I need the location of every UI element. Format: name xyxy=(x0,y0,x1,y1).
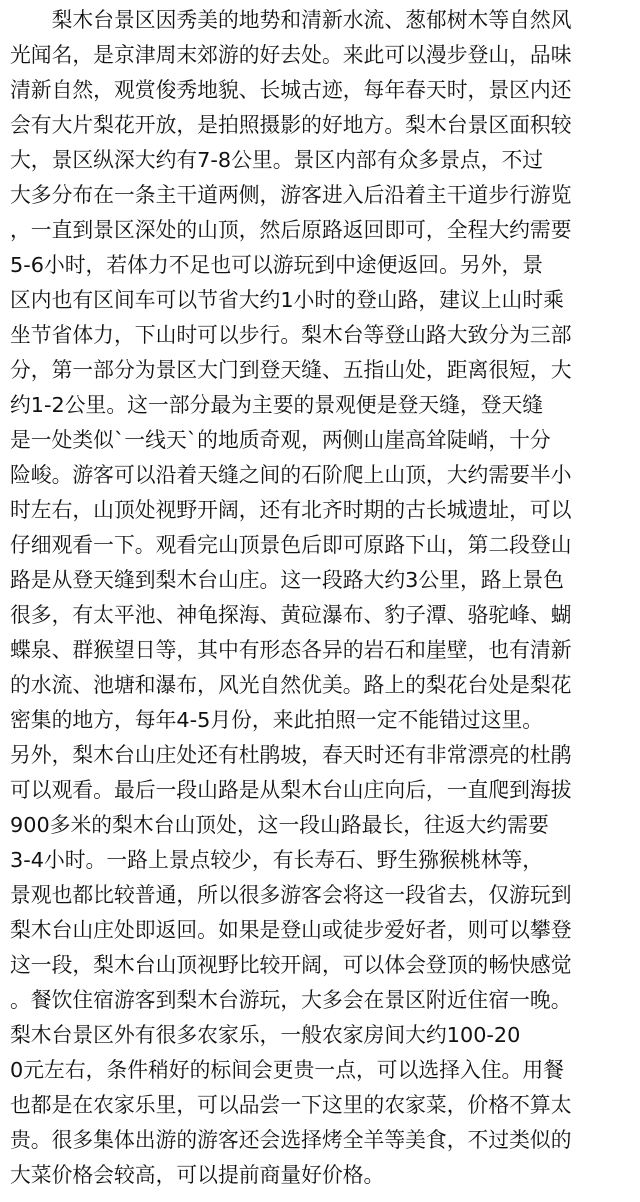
text-line: 梨木台景区因秀美的地势和清新水流、葱郁树木等自然风 xyxy=(10,8,572,32)
text-line: 蝶泉、群猴望日等，其中有形态各异的岩石和崖壁，也有清新 xyxy=(10,638,572,662)
text-line: 清新自然，观赏俊秀地貌、长城古迹，每年春天时，景区内还 xyxy=(10,78,572,102)
text-line: 3-4小时。一路上景点较少，有长寿石、野生猕猴桃林等， xyxy=(10,848,544,872)
text-line: 贵。很多集体出游的游客还会选择烤全羊等美食，不过类似的 xyxy=(10,1128,572,1152)
text-line: ，一直到景区深处的山顶，然后原路返回即可，全程大约需要 xyxy=(10,218,572,242)
text-line: 0元左右，条件稍好的标间会更贵一点，可以选择入住。用餐 xyxy=(10,1058,564,1082)
text-line: 大，景区纵深大约有7-8公里。景区内部有众多景点，不过 xyxy=(10,148,544,172)
text-line: 光闻名，是京津周末郊游的好去处。来此可以漫步登山，品味 xyxy=(10,43,572,67)
text-line: 险峻。游客可以沿着天缝之间的石阶爬上山顶，大约需要半小 xyxy=(10,463,572,487)
text-line: 。餐饮住宿游客到梨木台游玩，大多会在景区附近住宿一晚。 xyxy=(10,988,572,1012)
text-line: 密集的地方，每年4-5月份，来此拍照一定不能错过这里。 xyxy=(10,708,544,732)
text-line: 这一段，梨木台山顶视野比较开阔，可以体会登顶的畅快感觉 xyxy=(10,953,572,977)
text-line: 的水流、池塘和瀑布，风光自然优美。路上的梨花台处是梨花 xyxy=(10,673,572,697)
text-line: 大多分布在一条主干道两侧，游客进入后沿着主干道步行游览 xyxy=(10,183,572,207)
text-line: 景观也都比较普通，所以很多游客会将这一段省去，仅游玩到 xyxy=(10,883,572,907)
text-line: 分，第一部分为景区大门到登天缝、五指山处，距离很短，大 xyxy=(10,358,572,382)
text-line: 时左右，山顶处视野开阔，还有北齐时期的古长城遗址，可以 xyxy=(10,498,572,522)
text-line: 5-6小时，若体力不足也可以游玩到中途便返回。另外，景 xyxy=(10,253,544,277)
text-line: 也都是在农家乐里，可以品尝一下这里的农家菜，价格不算太 xyxy=(10,1093,572,1117)
text-line: 区内也有区间车可以节省大约1小时的登山路，建议上山时乘 xyxy=(10,288,564,312)
text-line: 另外，梨木台山庄处还有杜鹃坡，春天时还有非常漂亮的杜鹃 xyxy=(10,743,572,767)
text-line: 可以观看。最后一段山路是从梨木台山庄向后，一直爬到海拔 xyxy=(10,778,572,802)
text-line: 是一处类似`一线天`的地质奇观，两侧山崖高耸陡峭，十分 xyxy=(10,428,551,452)
text-line: 约1-2公里。这一部分最为主要的景观便是登天缝，登天缝 xyxy=(10,393,544,417)
text-line: 会有大片梨花开放，是拍照摄影的好地方。梨木台景区面积较 xyxy=(10,113,572,137)
text-line: 路是从登天缝到梨木台山庄。这一段路大约3公里，路上景色 xyxy=(10,568,564,592)
text-line: 坐节省体力，下山时可以步行。梨木台等登山路大致分为三部 xyxy=(10,323,572,347)
text-line: 很多，有太平池、神龟探海、黄砬瀑布、豹子潭、骆驼峰、蝴 xyxy=(10,603,572,627)
text-line: 大菜价格会较高，可以提前商量好价格。 xyxy=(10,1163,385,1187)
text-line: 仔细观看一下。观看完山顶景色后即可原路下山，第二段登山 xyxy=(10,533,572,557)
text-line: 900多米的梨木台山顶处，这一段山路最长，往返大约需要 xyxy=(10,813,549,837)
text-line: 梨木台山庄处即返回。如果是登山或徒步爱好者，则可以攀登 xyxy=(10,918,572,942)
text-line: 梨木台景区外有很多农家乐，一般农家房间大约100-20 xyxy=(10,1023,521,1047)
